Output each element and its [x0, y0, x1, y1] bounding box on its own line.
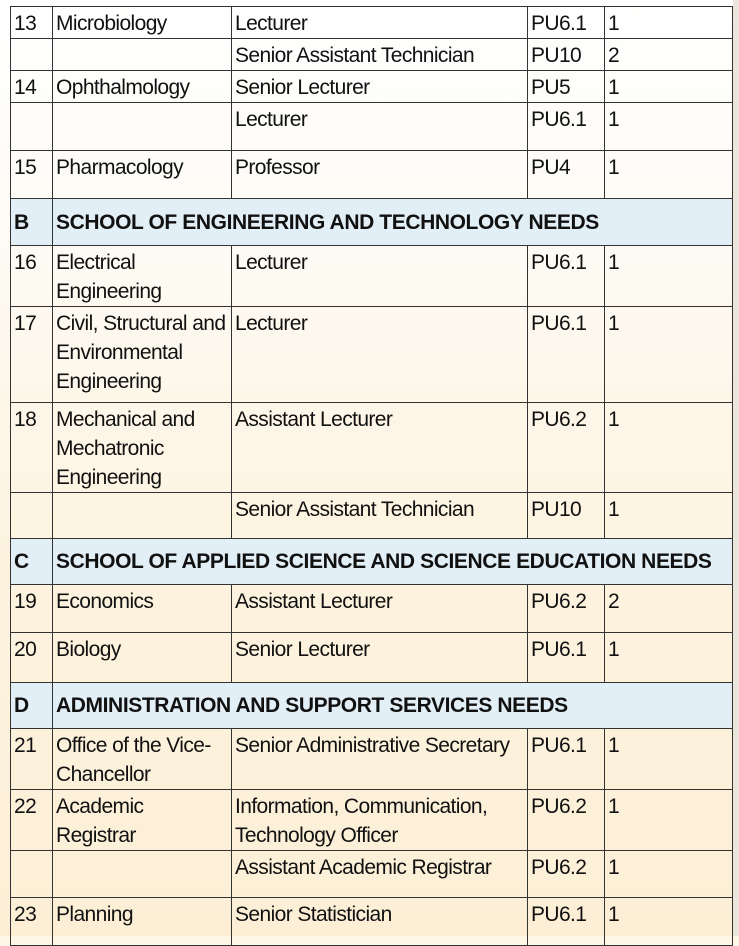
- post-count-cell: 1: [605, 851, 733, 898]
- page-edge: [733, 0, 739, 936]
- post-count-cell: 1: [605, 790, 733, 851]
- table-row: [11, 39, 733, 71]
- vacancy-table-body: [11, 7, 733, 946]
- row-number-cell: 13: [11, 7, 53, 39]
- row-number-cell: 19: [11, 585, 53, 633]
- row-number-cell: 15: [11, 151, 53, 199]
- position-cell: Information, Communication, Technology Officer: [232, 790, 528, 851]
- section-header-row: [11, 199, 733, 246]
- row-number-cell: [11, 39, 53, 71]
- table-row: [11, 790, 733, 851]
- row-number-cell: 18: [11, 403, 53, 493]
- salary-scale-cell: PU6.2: [528, 790, 605, 851]
- section-letter: D: [11, 683, 53, 729]
- vacancy-table: [10, 6, 733, 946]
- salary-scale-cell: PU10: [528, 39, 605, 71]
- position-cell: Assistant Academic Registrar: [232, 851, 528, 898]
- department-cell: [53, 493, 232, 539]
- table-row: [11, 851, 733, 898]
- department-cell: Electrical Engineering: [53, 246, 232, 307]
- salary-scale-cell: PU6.1: [528, 307, 605, 403]
- post-count-cell: 1: [605, 898, 733, 946]
- post-count-cell: 1: [605, 151, 733, 199]
- department-cell: Mechanical and Mechatronic Engineering: [53, 403, 232, 493]
- section-title: SCHOOL OF ENGINEERING AND TECHNOLOGY NEEDS: [53, 199, 733, 246]
- position-cell: Lecturer: [232, 7, 528, 39]
- salary-scale-cell: PU6.2: [528, 585, 605, 633]
- post-count-cell: 1: [605, 307, 733, 403]
- post-count-cell: 1: [605, 729, 733, 790]
- position-cell: Senior Statistician: [232, 898, 528, 946]
- post-count-cell: 1: [605, 103, 733, 151]
- table-row: [11, 246, 733, 307]
- department-cell: [53, 39, 232, 71]
- section-header-row: [11, 683, 733, 729]
- section-letter: B: [11, 199, 53, 246]
- department-cell: Office of the Vice-Chancellor: [53, 729, 232, 790]
- position-cell: Lecturer: [232, 103, 528, 151]
- row-number-cell: 16: [11, 246, 53, 307]
- section-title: SCHOOL OF APPLIED SCIENCE AND SCIENCE EDUCATION NEEDS: [53, 539, 733, 585]
- salary-scale-cell: PU5: [528, 71, 605, 103]
- table-row: [11, 7, 733, 39]
- row-number-cell: 23: [11, 898, 53, 946]
- salary-scale-cell: PU6.1: [528, 7, 605, 39]
- position-cell: Assistant Lecturer: [232, 403, 528, 493]
- post-count-cell: 1: [605, 493, 733, 539]
- table-row: [11, 729, 733, 790]
- salary-scale-cell: PU6.1: [528, 633, 605, 683]
- department-cell: Microbiology: [53, 7, 232, 39]
- post-count-cell: 2: [605, 585, 733, 633]
- row-number-cell: [11, 103, 53, 151]
- salary-scale-cell: PU6.2: [528, 851, 605, 898]
- position-cell: Senior Lecturer: [232, 71, 528, 103]
- position-cell: Assistant Lecturer: [232, 585, 528, 633]
- section-title: ADMINISTRATION AND SUPPORT SERVICES NEEDS: [53, 683, 733, 729]
- position-cell: Lecturer: [232, 307, 528, 403]
- table-row: [11, 307, 733, 403]
- position-cell: Senior Lecturer: [232, 633, 528, 683]
- position-cell: Lecturer: [232, 246, 528, 307]
- table-row: [11, 898, 733, 946]
- department-cell: Academic Registrar: [53, 790, 232, 851]
- position-cell: Senior Assistant Technician: [232, 39, 528, 71]
- department-cell: Planning: [53, 898, 232, 946]
- table-row: [11, 103, 733, 151]
- post-count-cell: 1: [605, 246, 733, 307]
- department-cell: Biology: [53, 633, 232, 683]
- table-row: [11, 585, 733, 633]
- department-cell: Civil, Structural and Environmental Engineering: [53, 307, 232, 403]
- salary-scale-cell: PU6.1: [528, 103, 605, 151]
- post-count-cell: 1: [605, 403, 733, 493]
- department-cell: [53, 103, 232, 151]
- post-count-cell: 1: [605, 633, 733, 683]
- post-count-cell: 1: [605, 7, 733, 39]
- department-cell: Ophthalmology: [53, 71, 232, 103]
- post-count-cell: 1: [605, 71, 733, 103]
- department-cell: [53, 851, 232, 898]
- table-row: [11, 493, 733, 539]
- section-letter: C: [11, 539, 53, 585]
- salary-scale-cell: PU6.1: [528, 729, 605, 790]
- salary-scale-cell: PU6.2: [528, 403, 605, 493]
- position-cell: Senior Assistant Technician: [232, 493, 528, 539]
- row-number-cell: 21: [11, 729, 53, 790]
- row-number-cell: [11, 851, 53, 898]
- post-count-cell: 2: [605, 39, 733, 71]
- department-cell: Economics: [53, 585, 232, 633]
- section-header-row: [11, 539, 733, 585]
- table-row: [11, 71, 733, 103]
- position-cell: Senior Administrative Secretary: [232, 729, 528, 790]
- table-row: [11, 633, 733, 683]
- row-number-cell: 17: [11, 307, 53, 403]
- row-number-cell: 14: [11, 71, 53, 103]
- salary-scale-cell: PU10: [528, 493, 605, 539]
- salary-scale-cell: PU4: [528, 151, 605, 199]
- salary-scale-cell: PU6.1: [528, 898, 605, 946]
- salary-scale-cell: PU6.1: [528, 246, 605, 307]
- row-number-cell: [11, 493, 53, 539]
- row-number-cell: 22: [11, 790, 53, 851]
- table-row: [11, 403, 733, 493]
- position-cell: Professor: [232, 151, 528, 199]
- table-row: [11, 151, 733, 199]
- department-cell: Pharmacology: [53, 151, 232, 199]
- row-number-cell: 20: [11, 633, 53, 683]
